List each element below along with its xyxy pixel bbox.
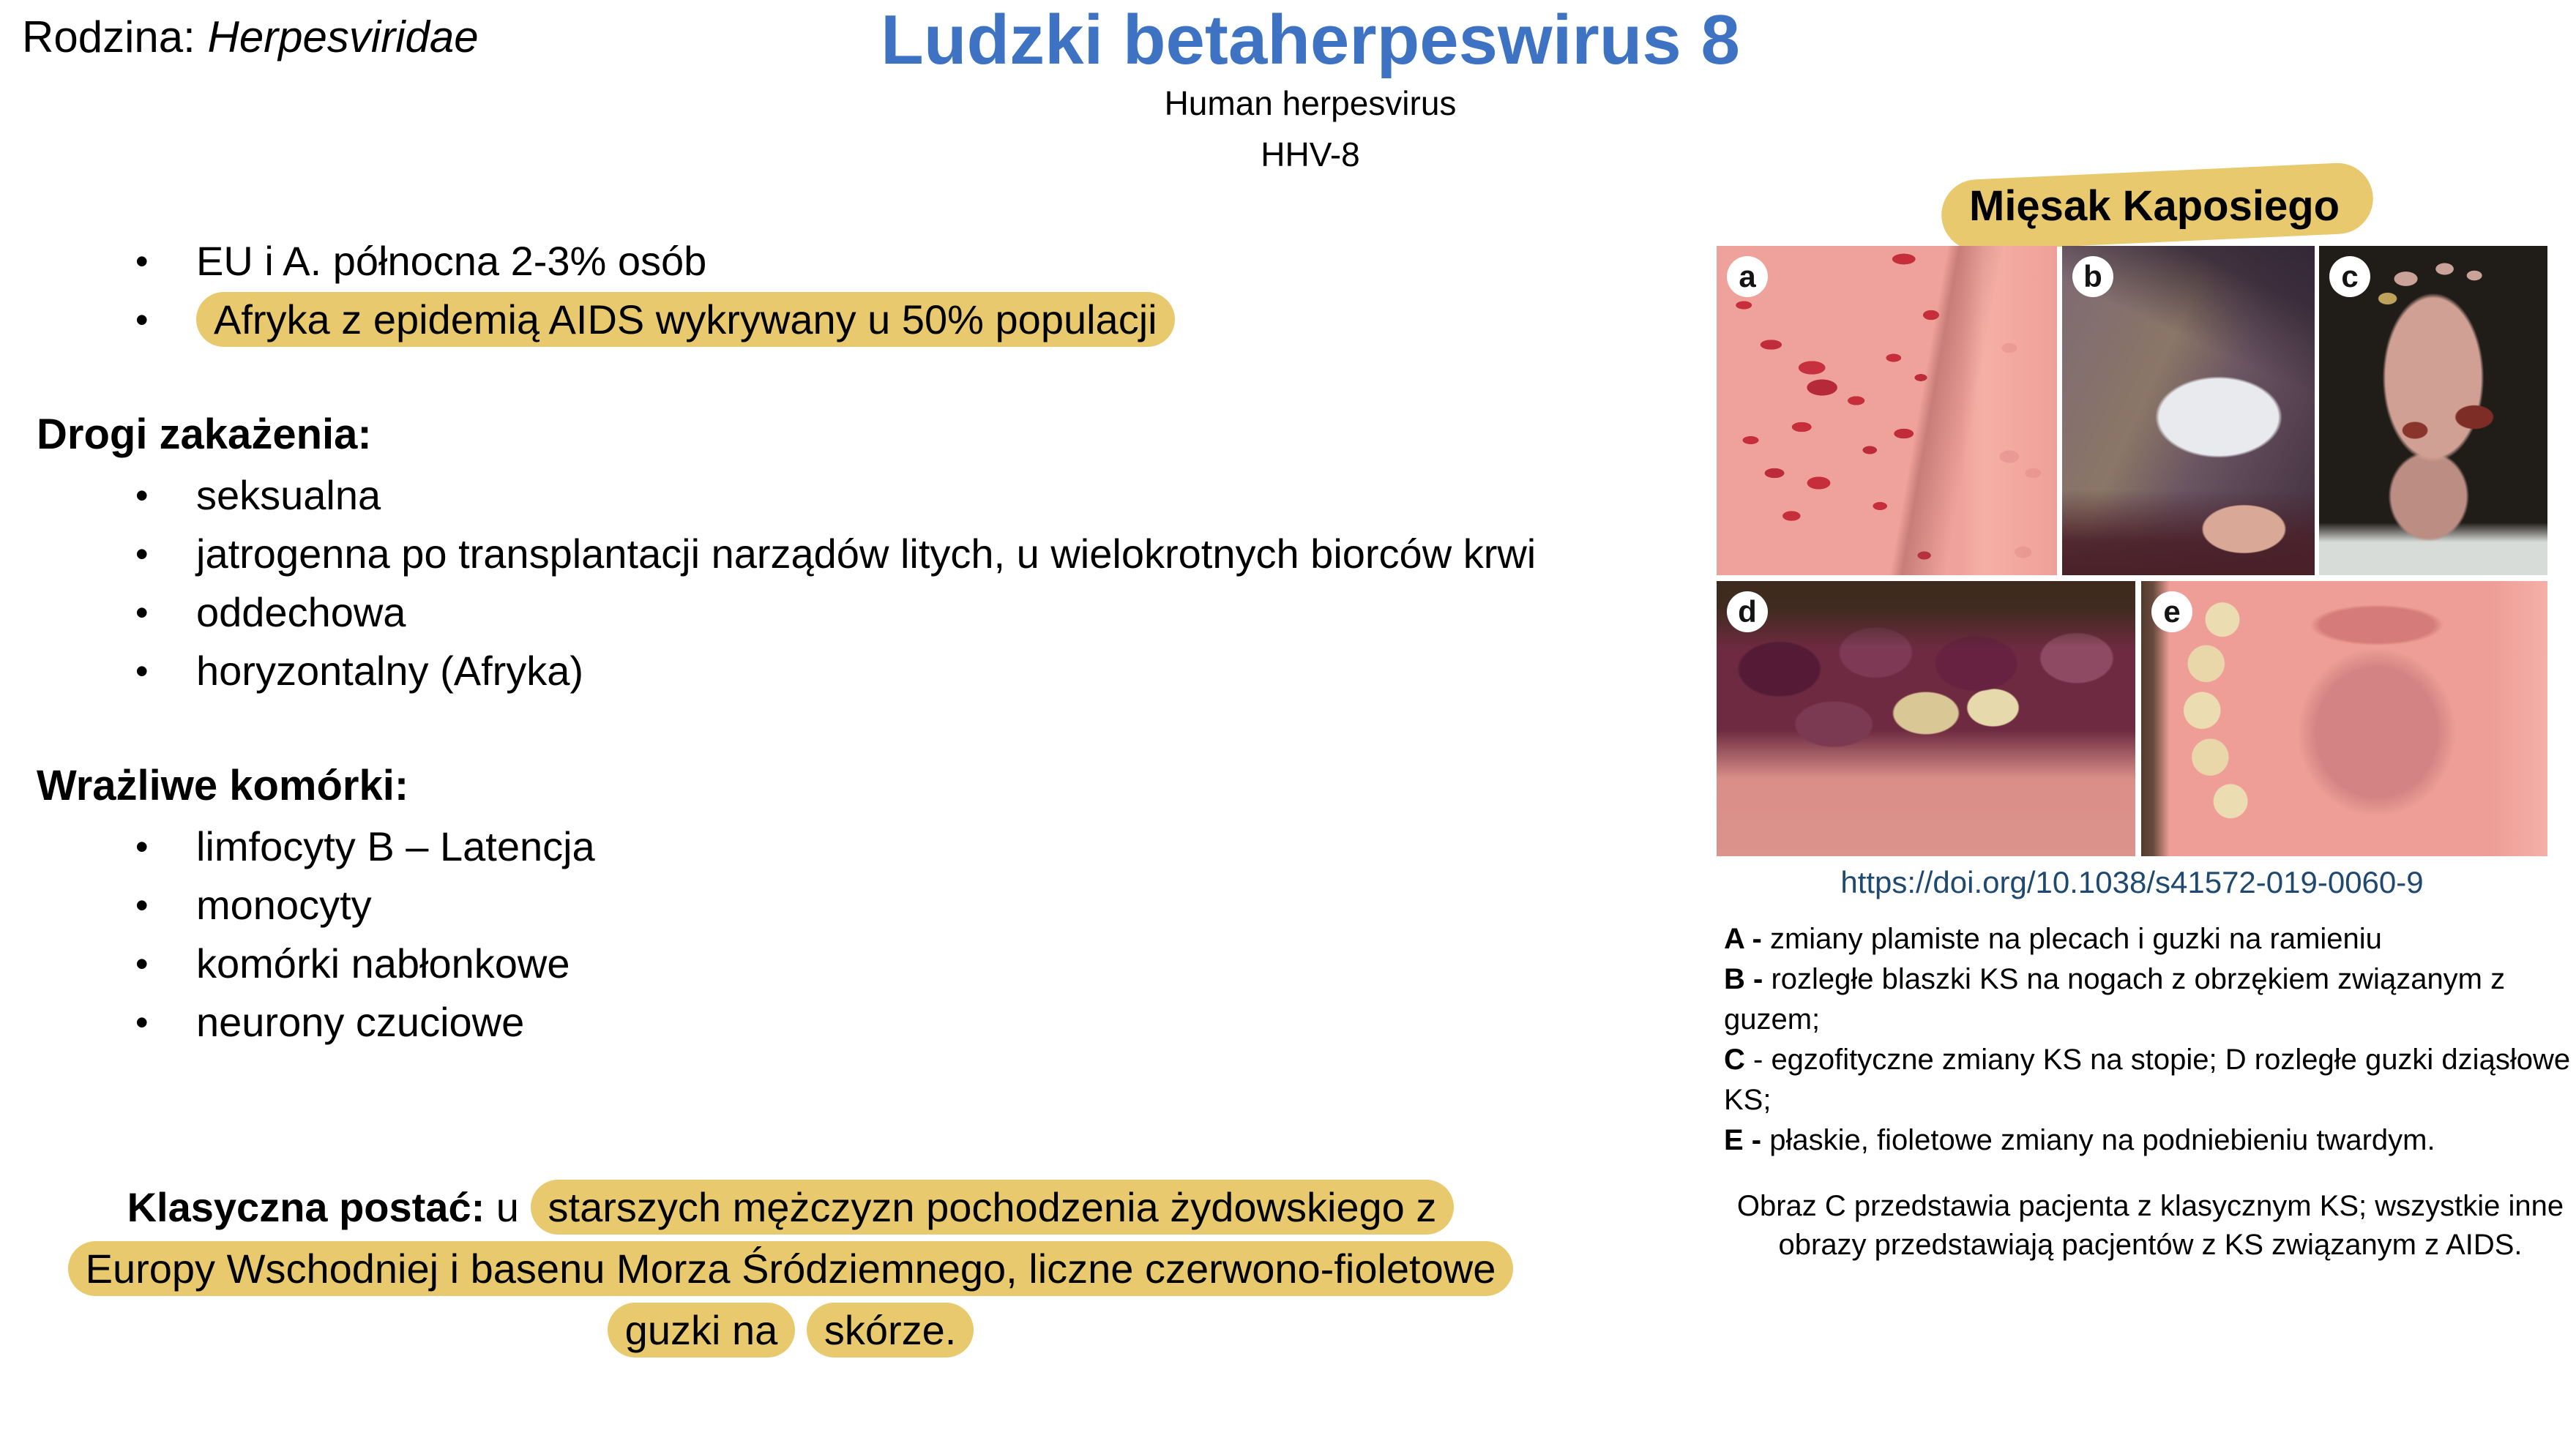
photo-montage <box>1717 246 2547 856</box>
bullet-icon: • <box>135 943 149 984</box>
caption-b-lead: B - <box>1724 963 1763 995</box>
cell-item-3: komórki nabłonkowe <box>196 940 570 986</box>
list-item <box>135 470 381 521</box>
route-item-4: horyzontalny (Afryka) <box>196 648 584 694</box>
cell-item-2: monocyty <box>196 882 372 928</box>
list-item <box>135 236 706 287</box>
classic-form-paragraph <box>66 1177 1515 1361</box>
photo-label-c: c <box>2329 256 2370 297</box>
figure-note: Obraz C przedstawia pacjenta z klasycznym KS; wszystkie inne obrazy przedstawiają pacjentów z KS związanym z AIDS. <box>1736 1190 2564 1261</box>
subtitle-abbreviation: HHV-8 <box>1261 135 1360 173</box>
list-item <box>135 294 1175 345</box>
subtitle-english: Human herpesvirus <box>1164 83 1457 122</box>
title-block <box>769 1 1852 174</box>
caption-a-text: zmiany plamiste na plecach i guzki na ramieniu <box>1761 923 2382 955</box>
list-item <box>135 528 1536 580</box>
routes-heading: Drogi zakażenia: <box>37 411 372 458</box>
page-title: Ludzki betaherpeswirus 8 <box>881 1 1740 79</box>
list-item <box>135 880 372 931</box>
cell-item-4: neurony czuciowe <box>196 999 525 1045</box>
caption-c-lead: C <box>1724 1044 1745 1076</box>
caption-b <box>1724 959 2576 1040</box>
bullet-icon: • <box>135 533 149 574</box>
caption-e <box>1724 1120 2576 1161</box>
bullet-icon: • <box>135 241 149 282</box>
classic-form-highlight-tail: skórze. <box>807 1303 974 1358</box>
caption-c <box>1724 1040 2576 1120</box>
route-item-2: jatrogenna po transplantacji narządów litych, u wielokrotnych biorców krwi <box>196 531 1537 577</box>
family-name: Herpesviridae <box>207 12 479 61</box>
caption-a <box>1724 919 2576 959</box>
family-line <box>22 12 479 62</box>
list-item <box>135 938 570 989</box>
bullet-icon: • <box>135 299 149 340</box>
cells-heading: Wrażliwe komórki: <box>37 762 409 809</box>
classic-form-lead: Klasyczna postać: <box>127 1184 485 1230</box>
photo-skin-back <box>1717 246 2057 575</box>
bullet-icon: • <box>135 826 149 867</box>
photo-label-b: b <box>2072 256 2113 297</box>
route-item-3: oddechowa <box>196 589 406 635</box>
list-item <box>135 821 595 872</box>
list-item <box>135 997 524 1048</box>
bullet-icon: • <box>135 651 149 692</box>
epidemiology-item-2-highlighted: Afryka z epidemią AIDS wykrywany u 50% populacji <box>196 292 1175 347</box>
classic-form-highlight-main: starszych mężczyzn pochodzenia żydowskiego z Europy Wschodniej i basenu Morza Śródziemnego, liczne czerwono-fioletowe guzki na <box>68 1180 1514 1358</box>
list-item <box>135 645 583 697</box>
bullet-icon: • <box>135 885 149 926</box>
kaposi-heading-wrap <box>1969 181 2340 231</box>
family-label: Rodzina: <box>22 12 208 61</box>
photo-legs-plaques <box>2062 246 2315 575</box>
photo-label-e: e <box>2151 591 2192 632</box>
caption-e-lead: E - <box>1724 1124 1762 1156</box>
caption-e-text: płaskie, fioletowe zmiany na podniebieniu twardym. <box>1761 1124 2435 1156</box>
photo-gingival-nodules <box>1717 581 2135 856</box>
list-item <box>135 587 406 638</box>
kaposi-heading: Mięsak Kaposiego <box>1969 182 2340 230</box>
figure-captions <box>1724 919 2576 1161</box>
cell-item-1: limfocyty B – Latencja <box>196 823 595 869</box>
bullet-icon: • <box>135 1002 149 1043</box>
photo-label-d: d <box>1727 591 1768 632</box>
photo-foot-sole <box>2319 246 2547 575</box>
classic-form-mid: u <box>485 1184 531 1230</box>
doi-link[interactable]: https://doi.org/10.1038/s41572-019-0060-9 <box>1840 865 2424 899</box>
bullet-icon: • <box>135 592 149 633</box>
epidemiology-item-1: EU i A. północna 2-3% osób <box>196 238 707 284</box>
caption-c-text: - egzofityczne zmiany KS na stopie; D rozległe guzki dziąsłowe KS; <box>1724 1044 2571 1116</box>
bullet-icon: • <box>135 475 149 516</box>
route-item-1: seksualna <box>196 472 381 518</box>
photo-hard-palate <box>2141 581 2547 856</box>
photo-label-a: a <box>1727 256 1768 297</box>
caption-a-lead: A - <box>1724 923 1762 955</box>
caption-b-text: rozległe blaszki KS na nogach z obrzękiem związanym z guzem; <box>1724 963 2506 1036</box>
